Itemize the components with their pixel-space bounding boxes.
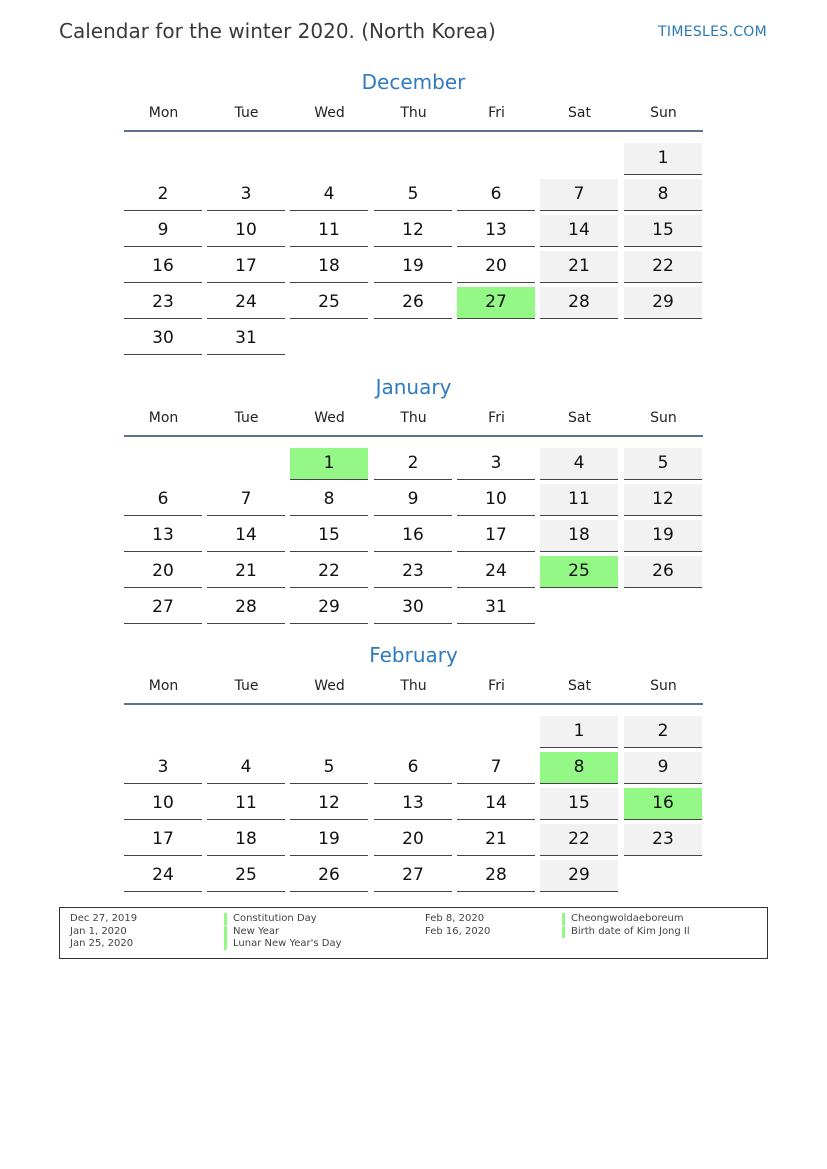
day-cell: 1	[624, 143, 702, 175]
day-cell: 29	[290, 592, 368, 624]
day-cell: 31	[207, 323, 285, 355]
day-cell: 11	[290, 215, 368, 247]
day-cell: 10	[207, 215, 285, 247]
legend-holiday-name: Lunar New Year's Day	[224, 938, 342, 950]
day-cell: 7	[540, 179, 618, 211]
day-cell: 8	[624, 179, 702, 211]
day-cell: 10	[457, 484, 535, 516]
weekday-header: Sun	[650, 105, 677, 121]
weekday-header: Tue	[234, 410, 259, 426]
month-name: December	[361, 70, 466, 94]
day-cell: 9	[124, 215, 202, 247]
day-cell: 19	[374, 251, 452, 283]
weekday-header: Tue	[234, 105, 259, 121]
day-cell: 25	[207, 860, 285, 892]
day-cell: 20	[374, 824, 452, 856]
weekday-header: Fri	[488, 410, 505, 426]
day-cell: 3	[124, 752, 202, 784]
day-cell: 19	[290, 824, 368, 856]
day-cell: 20	[457, 251, 535, 283]
day-cell: 12	[624, 484, 702, 516]
weekday-header: Mon	[148, 678, 179, 694]
day-cell: 9	[624, 752, 702, 784]
day-cell: 18	[290, 251, 368, 283]
legend-date: Feb 8, 2020	[425, 913, 485, 924]
day-cell: 4	[540, 448, 618, 480]
legend-date: Dec 27, 2019	[70, 913, 138, 924]
holiday-day-cell: 16	[624, 788, 702, 820]
header-divider	[124, 703, 703, 705]
day-cell: 15	[540, 788, 618, 820]
day-cell: 5	[624, 448, 702, 480]
weekday-header: Wed	[314, 410, 345, 426]
day-cell: 30	[374, 592, 452, 624]
weekday-header: Wed	[314, 678, 345, 694]
day-cell: 5	[374, 179, 452, 211]
weekday-header: Fri	[488, 105, 505, 121]
day-cell: 23	[124, 287, 202, 319]
day-cell: 31	[457, 592, 535, 624]
holiday-legend	[59, 907, 768, 959]
day-cell: 22	[540, 824, 618, 856]
legend-holiday-name: New Year	[224, 926, 279, 938]
day-cell: 28	[457, 860, 535, 892]
legend-holiday-name: Constitution Day	[224, 913, 317, 925]
day-cell: 22	[290, 556, 368, 588]
weekday-header: Thu	[400, 678, 427, 694]
day-cell: 7	[207, 484, 285, 516]
day-cell: 23	[624, 824, 702, 856]
day-cell: 11	[207, 788, 285, 820]
header-divider	[124, 130, 703, 132]
weekday-header: Wed	[314, 105, 345, 121]
weekday-header: Sat	[568, 105, 591, 121]
day-cell: 14	[457, 788, 535, 820]
day-cell: 22	[624, 251, 702, 283]
holiday-day-cell: 1	[290, 448, 368, 480]
day-cell: 13	[374, 788, 452, 820]
holiday-day-cell: 25	[540, 556, 618, 588]
day-cell: 21	[207, 556, 285, 588]
day-cell: 5	[290, 752, 368, 784]
day-cell: 19	[624, 520, 702, 552]
weekday-header: Tue	[234, 678, 259, 694]
day-cell: 15	[624, 215, 702, 247]
weekday-header: Sat	[568, 678, 591, 694]
day-cell: 28	[207, 592, 285, 624]
weekday-header: Mon	[148, 105, 179, 121]
day-cell: 6	[124, 484, 202, 516]
day-cell: 29	[540, 860, 618, 892]
day-cell: 4	[207, 752, 285, 784]
day-cell: 6	[457, 179, 535, 211]
day-cell: 24	[124, 860, 202, 892]
day-cell: 8	[290, 484, 368, 516]
weekday-header: Thu	[400, 105, 427, 121]
day-cell: 20	[124, 556, 202, 588]
day-cell: 13	[457, 215, 535, 247]
day-cell: 30	[124, 323, 202, 355]
day-cell: 9	[374, 484, 452, 516]
day-cell: 18	[207, 824, 285, 856]
day-cell: 26	[290, 860, 368, 892]
day-cell: 28	[540, 287, 618, 319]
day-cell: 17	[207, 251, 285, 283]
legend-holiday-name: Birth date of Kim Jong Il	[562, 926, 690, 938]
day-cell: 27	[124, 592, 202, 624]
day-cell: 10	[124, 788, 202, 820]
holiday-day-cell: 8	[540, 752, 618, 784]
day-cell: 24	[207, 287, 285, 319]
day-cell: 17	[457, 520, 535, 552]
day-cell: 3	[207, 179, 285, 211]
day-cell: 24	[457, 556, 535, 588]
holiday-day-cell: 27	[457, 287, 535, 319]
day-cell: 2	[124, 179, 202, 211]
month-name: February	[369, 643, 458, 667]
weekday-header: Sun	[650, 678, 677, 694]
day-cell: 12	[374, 215, 452, 247]
day-cell: 7	[457, 752, 535, 784]
day-cell: 29	[624, 287, 702, 319]
weekday-header: Mon	[148, 410, 179, 426]
month-name: January	[375, 375, 452, 399]
day-cell: 23	[374, 556, 452, 588]
day-cell: 14	[540, 215, 618, 247]
site-logo-link[interactable]: TIMESLES.COM	[658, 24, 767, 40]
day-cell: 6	[374, 752, 452, 784]
day-cell: 1	[540, 716, 618, 748]
day-cell: 15	[290, 520, 368, 552]
weekday-header: Thu	[400, 410, 427, 426]
day-cell: 21	[457, 824, 535, 856]
day-cell: 21	[540, 251, 618, 283]
day-cell: 27	[374, 860, 452, 892]
legend-date: Jan 1, 2020	[70, 926, 127, 937]
day-cell: 18	[540, 520, 618, 552]
page-title: Calendar for the winter 2020. (North Korea)	[59, 19, 496, 43]
day-cell: 2	[624, 716, 702, 748]
weekday-header: Fri	[488, 678, 505, 694]
legend-date: Jan 25, 2020	[70, 938, 134, 949]
day-cell: 14	[207, 520, 285, 552]
day-cell: 16	[124, 251, 202, 283]
day-cell: 26	[374, 287, 452, 319]
day-cell: 13	[124, 520, 202, 552]
legend-holiday-name: Cheongwoldaeboreum	[562, 913, 684, 925]
header-divider	[124, 435, 703, 437]
day-cell: 16	[374, 520, 452, 552]
day-cell: 12	[290, 788, 368, 820]
day-cell: 11	[540, 484, 618, 516]
day-cell: 25	[290, 287, 368, 319]
day-cell: 4	[290, 179, 368, 211]
day-cell: 17	[124, 824, 202, 856]
day-cell: 2	[374, 448, 452, 480]
legend-date: Feb 16, 2020	[425, 926, 491, 937]
day-cell: 3	[457, 448, 535, 480]
weekday-header: Sun	[650, 410, 677, 426]
weekday-header: Sat	[568, 410, 591, 426]
day-cell: 26	[624, 556, 702, 588]
